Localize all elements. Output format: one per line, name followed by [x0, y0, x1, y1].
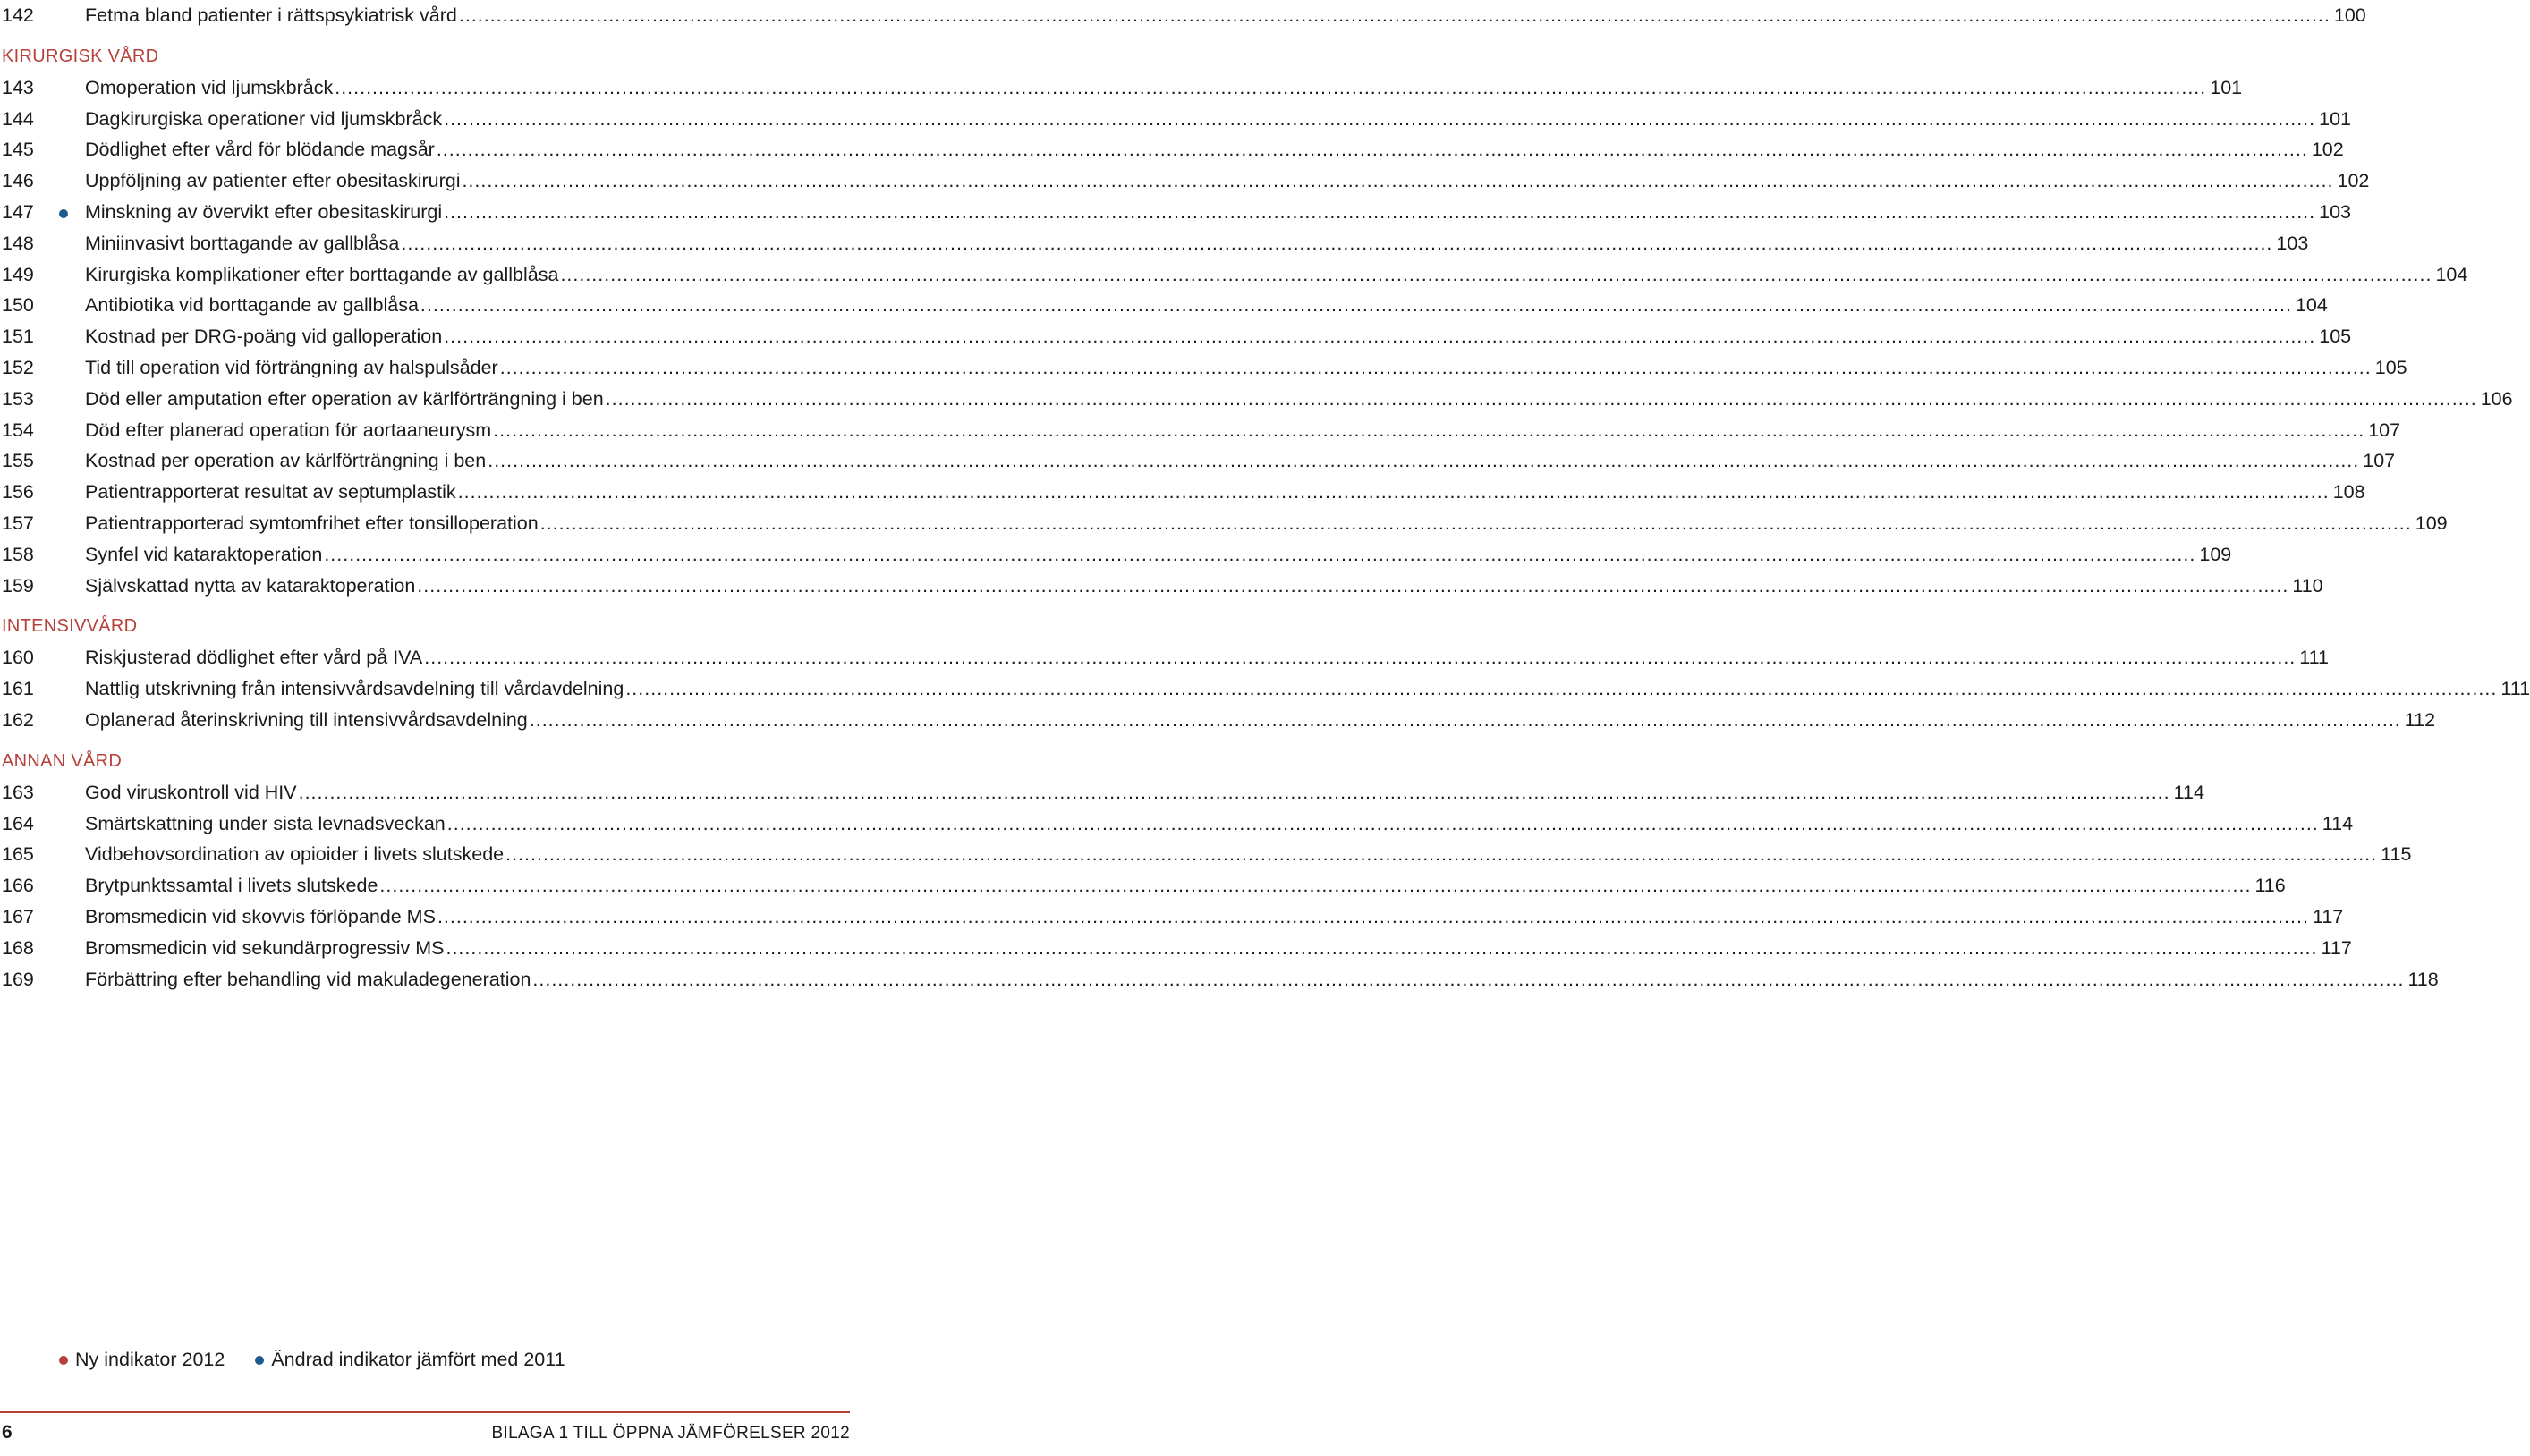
legend-label-new: Ny indikator 2012: [75, 1349, 225, 1370]
footer-running-title: BILAGA 1 TILL ÖPPNA JÄMFÖRELSER 2012: [491, 1424, 850, 1443]
entry-line: [85, 777, 2204, 808]
dot-leader: ............................................................................................................................................................................................................................................................................................................: [457, 481, 2330, 504]
indicator-title: Vidbehovsordination av opioider i livets slutskede: [85, 843, 505, 866]
page-number: 108: [2332, 481, 2365, 504]
indicator-number: 154: [2, 419, 34, 441]
entry-line: [85, 259, 2468, 291]
indicator-number: 151: [2, 326, 34, 348]
new-indicator-dot-icon: [59, 1356, 68, 1365]
legend-item-new: [59, 1349, 225, 1371]
indicator-title: God viruskontroll vid HIV: [85, 781, 297, 803]
indicator-number: 169: [2, 968, 34, 990]
indicator-number: 158: [2, 543, 34, 565]
toc-entry: [0, 777, 2204, 808]
page-number: 117: [2321, 936, 2352, 959]
toc-entry: [0, 290, 2328, 321]
toc-entry: [0, 321, 2352, 352]
toc-entry: [0, 964, 2439, 995]
toc-entry: [0, 839, 2412, 870]
indicator-number: 166: [2, 875, 34, 897]
dot-leader: ............................................................................................................................................................................................................................................................................................................: [436, 139, 2308, 161]
dot-leader: ............................................................................................................................................................................................................................................................................................................: [420, 294, 2292, 317]
indicator-title: Död efter planerad operation för aortaaneurysm: [85, 419, 492, 441]
page-number: 109: [2415, 512, 2448, 534]
entry-line: [85, 352, 2407, 384]
toc-entry: [0, 197, 2352, 228]
indicator-title: Kirurgiska komplikationer efter borttagande av gallblåsa: [85, 263, 559, 285]
dot-leader: ............................................................................................................................................................................................................................................................................................................: [444, 107, 2316, 130]
dot-leader: ............................................................................................................................................................................................................................................................................................................: [493, 419, 2365, 441]
entry-line: [85, 870, 2286, 902]
indicator-number: 156: [2, 481, 34, 504]
indicator-title: Uppföljning av patienter efter obesitaskirurgi: [85, 170, 461, 192]
toc-entry: [0, 933, 2352, 964]
toc-entry: [0, 0, 2366, 31]
indicator-title: Riskjusterad dödlighet efter vård på IVA: [85, 647, 423, 669]
dot-leader: ............................................................................................................................................................................................................................................................................................................: [444, 200, 2316, 223]
indicator-number: 162: [2, 708, 34, 731]
indicator-title: Omoperation vid ljumskbråck: [85, 76, 334, 98]
indicator-title: Dödlighet efter vård för blödande magsår: [85, 139, 435, 161]
indicator-title: Död eller amputation efter operation av kärlförträngning i ben: [85, 387, 604, 410]
page-number: 103: [2319, 200, 2352, 223]
dot-leader: ............................................................................................................................................................................................................................................................................................................: [446, 812, 2319, 834]
section-heading: KIRURGISK VÅRD: [2, 46, 159, 66]
indicator-number: 160: [2, 647, 34, 669]
dot-leader: ............................................................................................................................................................................................................................................................................................................: [324, 543, 2196, 565]
entry-line: [85, 902, 2344, 933]
toc-entry: [0, 808, 2354, 840]
page-number: 105: [2319, 326, 2352, 348]
dot-leader: ............................................................................................................................................................................................................................................................................................................: [499, 356, 2372, 378]
page-number: 116: [2254, 875, 2286, 897]
indicator-number: 149: [2, 263, 34, 285]
toc-entry: [0, 165, 2370, 197]
changed-indicator-dot-icon: [59, 209, 68, 218]
indicator-title: Nattlig utskrivning från intensivvårdsavdelning till vårdavdelning: [85, 678, 624, 700]
indicator-title: Bromsmedicin vid skovvis förlöpande MS: [85, 905, 436, 927]
toc-entry: [0, 902, 2344, 933]
dot-leader: ............................................................................................................................................................................................................................................................................................................: [529, 708, 2401, 731]
page-number: 102: [2337, 170, 2370, 192]
dot-leader: ............................................................................................................................................................................................................................................................................................................: [401, 232, 2273, 254]
entry-line: [85, 445, 2396, 477]
toc-entry: [0, 642, 2329, 673]
page-number: 107: [2368, 419, 2401, 441]
dot-leader: ............................................................................................................................................................................................................................................................................................................: [446, 936, 2318, 959]
indicator-number: 167: [2, 905, 34, 927]
page-number: 114: [2173, 781, 2204, 803]
indicator-number: 143: [2, 76, 34, 98]
indicator-number: 159: [2, 574, 34, 597]
page-number: 100: [2333, 4, 2366, 26]
indicator-title: Oplanerad återinskrivning till intensivvårdsavdelning: [85, 708, 528, 731]
dot-leader: ............................................................................................................................................................................................................................................................................................................: [298, 781, 2170, 803]
entry-line: [85, 290, 2328, 321]
entry-line: [85, 104, 2352, 135]
toc-entry: [0, 104, 2352, 135]
indicator-title: Miniinvasivt borttagande av gallblåsa: [85, 232, 400, 254]
toc-entry: [0, 705, 2436, 736]
indicator-title: Förbättring efter behandling vid makuladegeneration: [85, 968, 531, 990]
dot-leader: ............................................................................................................................................................................................................................................................................................................: [625, 678, 2498, 700]
toc-entry: [0, 384, 2513, 415]
indicator-number: 148: [2, 232, 34, 254]
dot-leader: ............................................................................................................................................................................................................................................................................................................: [417, 574, 2289, 597]
indicator-number: 155: [2, 450, 34, 472]
page-number: 105: [2374, 356, 2407, 378]
entry-line: [85, 933, 2352, 964]
page-number: 104: [2435, 263, 2468, 285]
page-number: 102: [2311, 139, 2344, 161]
indicator-title: Kostnad per DRG-poäng vid galloperation: [85, 326, 443, 348]
indicator-number: 161: [2, 678, 34, 700]
indicator-title: Bromsmedicin vid sekundärprogressiv MS: [85, 936, 445, 959]
indicator-number: 164: [2, 812, 34, 834]
indicator-number: 146: [2, 170, 34, 192]
indicator-title: Tid till operation vid förträngning av halspulsåder: [85, 356, 498, 378]
entry-line: [85, 197, 2352, 228]
entry-line: [85, 508, 2448, 539]
toc-entry: [0, 259, 2468, 291]
section-heading: INTENSIVVÅRD: [2, 616, 138, 637]
entry-line: [85, 477, 2365, 508]
page-number: 107: [2363, 450, 2396, 472]
dot-leader: ............................................................................................................................................................................................................................................................................................................: [462, 170, 2334, 192]
page-number: 111: [2500, 678, 2530, 700]
indicator-number: 168: [2, 936, 34, 959]
entry-line: [85, 415, 2401, 446]
toc-entry: [0, 508, 2448, 539]
indicator-number: 153: [2, 387, 34, 410]
indicator-number: 147: [2, 200, 34, 223]
page-number: 101: [2210, 76, 2243, 98]
footer-page-number: 6: [2, 1422, 13, 1443]
legend-label-changed: Ändrad indikator jämfört med 2011: [271, 1349, 565, 1370]
entry-line: [85, 642, 2329, 673]
page-number: 114: [2322, 812, 2354, 834]
page-number: 112: [2404, 708, 2436, 731]
indicator-number: 142: [2, 4, 34, 26]
page-number: 109: [2199, 543, 2232, 565]
dot-leader: ............................................................................................................................................................................................................................................................................................................: [532, 968, 2405, 990]
page-number: 106: [2480, 387, 2513, 410]
entry-line: [85, 673, 2530, 705]
toc-entry: [0, 477, 2365, 508]
indicator-title: Dagkirurgiska operationer vid ljumskbråck: [85, 107, 443, 130]
indicator-title: Minskning av övervikt efter obesitaskirurgi: [85, 200, 443, 223]
dot-leader: ............................................................................................................................................................................................................................................................................................................: [424, 647, 2297, 669]
dot-leader: ............................................................................................................................................................................................................................................................................................................: [488, 450, 2360, 472]
entry-line: [85, 0, 2366, 31]
indicator-number: 150: [2, 294, 34, 317]
indicator-number: 163: [2, 781, 34, 803]
toc-entry: [0, 134, 2344, 165]
dot-leader: ............................................................................................................................................................................................................................................................................................................: [458, 4, 2330, 26]
page-number: 111: [2299, 647, 2329, 669]
indicator-title: Synfel vid kataraktoperation: [85, 543, 323, 565]
dot-leader: ............................................................................................................................................................................................................................................................................................................: [335, 76, 2207, 98]
dot-leader: ............................................................................................................................................................................................................................................................................................................: [539, 512, 2412, 534]
indicator-title: Patientrapporterat resultat av septumplastik: [85, 481, 456, 504]
entry-line: [85, 839, 2412, 870]
entry-line: [85, 321, 2352, 352]
entry-line: [85, 808, 2354, 840]
entry-line: [85, 228, 2309, 259]
indicator-title: Fetma bland patienter i rättspsykiatrisk vård: [85, 4, 457, 26]
indicator-number: 144: [2, 107, 34, 130]
toc-entry: [0, 415, 2401, 446]
indicator-number: 145: [2, 139, 34, 161]
indicator-title: Antibiotika vid borttagande av gallblåsa: [85, 294, 419, 317]
indicator-number: 165: [2, 843, 34, 866]
page-number: 118: [2407, 968, 2439, 990]
toc-entry: [0, 870, 2286, 902]
page-number: 110: [2292, 574, 2323, 597]
entry-line: [85, 134, 2344, 165]
page-number: 103: [2276, 232, 2309, 254]
toc-entry: [0, 445, 2396, 477]
indicator-title: Självskattad nytta av kataraktoperation: [85, 574, 416, 597]
toc-entry: [0, 228, 2309, 259]
toc-entry: [0, 352, 2407, 384]
entry-line: [85, 705, 2436, 736]
indicator-number: 152: [2, 356, 34, 378]
toc-entry: [0, 571, 2323, 602]
page-number: 104: [2295, 294, 2328, 317]
entry-line: [85, 571, 2323, 602]
indicator-title: Patientrapporterad symtomfrihet efter tonsilloperation: [85, 512, 539, 534]
page-number: 115: [2381, 843, 2412, 866]
page-number: 101: [2319, 107, 2352, 130]
dot-leader: ............................................................................................................................................................................................................................................................................................................: [379, 875, 2252, 897]
entry-line: [85, 539, 2232, 571]
indicator-number: 157: [2, 512, 34, 534]
indicator-title: Smärtskattning under sista levnadsveckan: [85, 812, 446, 834]
dot-leader: ............................................................................................................................................................................................................................................................................................................: [605, 387, 2477, 410]
page-number: 117: [2312, 905, 2344, 927]
dot-leader: ............................................................................................................................................................................................................................................................................................................: [505, 843, 2378, 866]
toc-entry: [0, 673, 2530, 705]
footer-divider: [0, 1411, 850, 1413]
legend: [59, 1349, 596, 1371]
entry-line: [85, 72, 2243, 104]
indicator-title: Brytpunktssamtal i livets slutskede: [85, 875, 378, 897]
entry-line: [85, 165, 2370, 197]
legend-item-changed: [255, 1349, 565, 1371]
toc-entry: [0, 539, 2232, 571]
entry-line: [85, 384, 2513, 415]
toc-entry: [0, 72, 2243, 104]
indicator-title: Kostnad per operation av kärlförträngning i ben: [85, 450, 487, 472]
dot-leader: ............................................................................................................................................................................................................................................................................................................: [444, 326, 2316, 348]
dot-leader: ............................................................................................................................................................................................................................................................................................................: [437, 905, 2309, 927]
section-heading: ANNAN VÅRD: [2, 750, 123, 771]
dot-leader: ............................................................................................................................................................................................................................................................................................................: [560, 263, 2432, 285]
changed-indicator-dot-icon: [255, 1356, 264, 1365]
entry-line: [85, 964, 2439, 995]
